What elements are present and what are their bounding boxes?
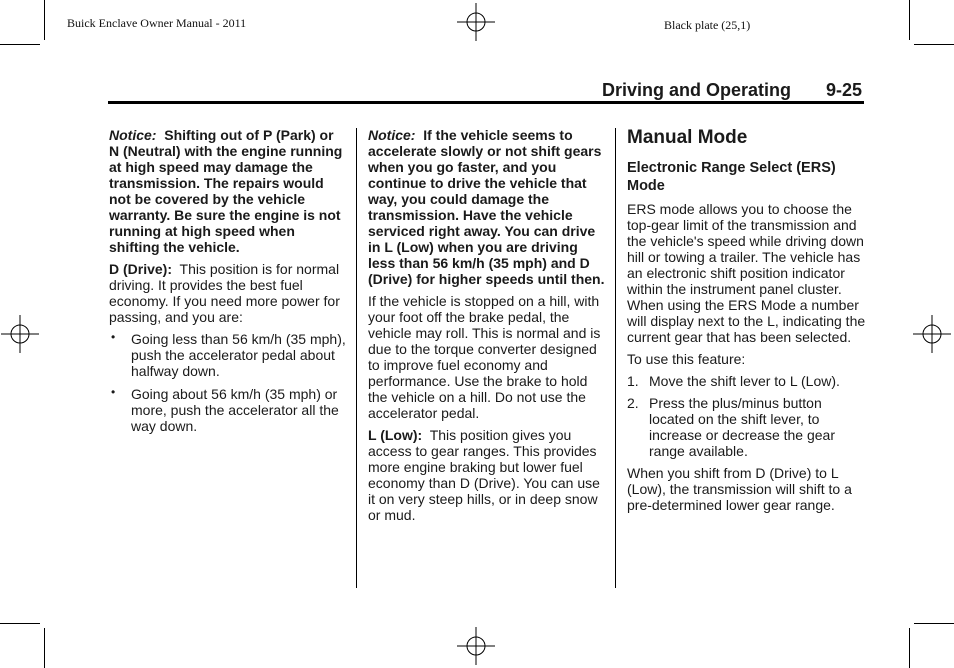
step-number: 2. [627, 395, 639, 411]
section-heading: Manual Mode [627, 127, 748, 148]
low-paragraph [368, 427, 608, 523]
column-divider-1 [356, 128, 357, 588]
notice-label: Notice: [368, 127, 416, 143]
crop-mark-bottom-left-h [0, 623, 40, 624]
registration-mark-left-icon [1, 315, 39, 353]
ers-outro: When you shift from D (Drive) to L (Low), the transmission will shift to a pre-determined lower gear range. [627, 465, 852, 513]
list-item-text: Going about 56 km/h (35 mph) or more, push the accelerator all the way down. [131, 386, 339, 434]
drive-label: D (Drive): [109, 261, 173, 277]
step-number: 1. [627, 373, 639, 389]
crop-mark-bottom-left-v [44, 628, 45, 668]
notice-block [109, 127, 347, 255]
bullet-icon: • [111, 385, 116, 399]
list-item-text: Going less than 56 km/h (35 mph), push the accelerator pedal about halfway down. [131, 331, 346, 379]
drive-text: This position is for normal driving. It provides the best fuel economy. If you need more power for passing, and you are: [109, 261, 340, 325]
list-item [109, 386, 347, 434]
crop-mark-bottom-right-h [914, 623, 954, 624]
notice-text: Shifting out of P (Park) or N (Neutral) with the engine running at high speed may damage the transmission. The repairs would not be covered by the vehicle warranty. Be sure the engine is not running at high speed when shifting the vehicle. [109, 127, 343, 255]
list-item [627, 373, 867, 389]
crop-mark-top-right-h [914, 44, 954, 45]
bullet-icon: • [111, 330, 116, 344]
subsection-heading: Electronic Range Select (ERS) Mode [627, 160, 836, 194]
step-text: Move the shift lever to L (Low). [649, 373, 840, 389]
crop-mark-bottom-right-v [909, 628, 910, 668]
column-1 [109, 127, 347, 441]
notice-text: If the vehicle seems to accelerate slowly or not shift gears when you go faster, and you continue to drive the vehicle that way, you could damage the transmission. Have the vehicle serviced right away. You can drive in L (Low) when you are driving less than 56 km/h (35 mph) and D (Drive) for higher speeds until then. [368, 127, 605, 287]
column-divider-2 [615, 128, 616, 588]
notice-block [368, 127, 608, 287]
low-label: L (Low): [368, 427, 423, 443]
ers-intro: ERS mode allows you to choose the top-gear limit of the transmission and the vehicle's speed while driving down hill or towing a trailer. The vehicle has an electronic shift position indicator within the instrument panel cluster. When using the ERS Mode a number will display next to the L, indicating the current gear that has been selected. [627, 201, 866, 345]
notice-label: Notice: [109, 127, 157, 143]
hill-paragraph: If the vehicle is stopped on a hill, with your foot off the brake pedal, the vehicle may roll. This is normal and is due to the torque converter designed to improve fuel economy and performance. Use the brake to hold the vehicle on a hill. Do not use the accelerator pedal. [368, 293, 601, 421]
steps-lead: To use this feature: [627, 351, 746, 367]
step-text: Press the plus/minus button located on the shift lever, to increase or decrease the gear range available. [649, 395, 835, 459]
registration-mark-top-icon [457, 3, 495, 41]
crop-mark-top-left-v [44, 0, 45, 40]
page-number: 9-25 [826, 80, 863, 100]
registration-mark-right-icon [913, 315, 951, 353]
slug-right: Black plate (25,1) [664, 18, 751, 32]
drive-paragraph [109, 261, 347, 325]
low-text: This position gives you access to gear ranges. This provides more engine braking but lower fuel economy than D (Drive). You can use it on very steep hills, or in deep snow or mud. [368, 427, 600, 523]
section-title: Driving and Operating [602, 80, 792, 100]
crop-mark-top-right-v [909, 0, 910, 40]
column-2 [368, 127, 608, 529]
running-header [108, 80, 864, 102]
column-3 [627, 127, 867, 519]
list-item [627, 395, 867, 459]
slug-left: Buick Enclave Owner Manual - 2011 [67, 16, 247, 30]
header-rule [108, 101, 864, 104]
crop-mark-top-left-h [0, 44, 40, 45]
list-item [109, 331, 347, 379]
registration-mark-bottom-icon [457, 627, 495, 665]
